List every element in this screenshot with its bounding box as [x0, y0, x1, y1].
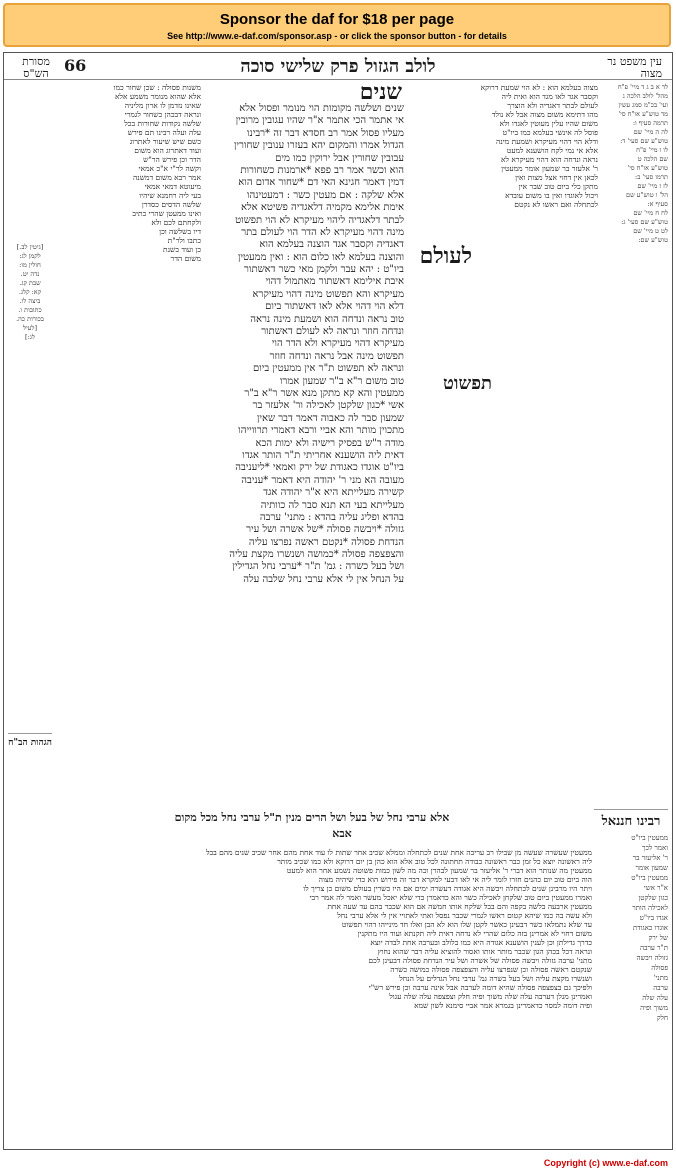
- ein-mishpat-line: טוש"ע שם:: [638, 236, 668, 244]
- gemara-line: לבתר דלאגדיה ליהוי מעיקרא לא הוי תפשוט: [235, 214, 404, 226]
- ein-mishpat-line: טוש"ע שם סעי' ד:: [620, 137, 668, 145]
- rashi-line: מצוה בעלמא הוא : לא הוי שמעת דרוקא: [480, 83, 598, 92]
- rashi-line: פוסל לה אינשי בעלמא כמו ביו"ט: [502, 128, 598, 137]
- rashi-line: ודלא הוי דהוי מעיקרא ושמעת מינה: [496, 137, 598, 146]
- rashi-commentary: [408, 83, 598, 843]
- sponsor-banner[interactable]: [3, 3, 671, 47]
- header-ein-mishpat: עין משפט נר מצוה: [607, 55, 662, 80]
- rashi-line: נראה ונדחה הוא דהוי מעיקרא לא: [501, 155, 598, 164]
- bottom-commentary-line: כדרך גדילתן וכן לענין הושענא אגודה היא כמו בלולב ובערבה אחת לבדה יוצא: [370, 938, 592, 947]
- gemara-line: מעובה הא מני ר' יהודה היא דאמר *עניבה: [241, 474, 404, 486]
- rabbeinu-chananel-line: פסולה: [651, 964, 668, 972]
- header-title: לולב הגזול פרק שלישי סוכה: [240, 56, 436, 77]
- gemara-text: [174, 103, 404, 833]
- gemara-line: והצפצפה פסולה *כמושה ושנשרו מקצת עליה: [229, 549, 404, 561]
- tosafot-line: שלשה הדסים כסדרן: [141, 200, 201, 209]
- rashi-line: מהו דתימא משום מצוה אבל לא נולד: [491, 110, 598, 119]
- tosafot-line: אמר רבא משום דמשנה: [132, 173, 201, 182]
- bottom-commentary-line: ליה ראשונה יוצא כל זמן כבר ראשונה כבודה תחתונה לכל טוב אלא הוא כהן בן יום דרוקא ולא כמו שכיב מותר: [277, 857, 592, 866]
- bottom-commentary-line: הוה ביום טוב יום כהנים חזרו לומר ליה אי לאו דבעי למקרא דבר זה פירוש הוא כדי שיהיה מצוה: [318, 875, 592, 884]
- gemara-line: הוא וכשר אמר רב פפא *ארמנות כשחורות: [240, 164, 404, 176]
- rabbeinu-chananel-line: ואמר לכך: [642, 844, 668, 852]
- tosafot-line: דיו בשלשה וכן: [159, 227, 201, 236]
- sponsor-banner-subtitle: See http://www.e-daf.com/sponsor.asp - or click the sponsor button - for details: [167, 31, 507, 41]
- rabbeinu-chananel-line: לאכילה הותר: [632, 904, 668, 912]
- bottom-commentary-line: משום דחוי לא אמרינן בזה כלום שהרי לא נדחה דאית ליה תקנתא ועוד היו מתקנין: [357, 929, 592, 938]
- gemara-line: הגדול אמרו והמקום יהא בעזרו ענובין שחורין: [233, 140, 404, 152]
- tosafot-line: משנות פסולה : שכן שחור כמו: [113, 83, 201, 92]
- header-masoret: מסורת הש"ס: [22, 55, 50, 80]
- rashi-line: מתקן כלי ביום טוב שבר אין: [518, 182, 598, 191]
- gemara-line: בהדא ופליג עליה בהדא : מתני' ערבה: [259, 511, 404, 523]
- ein-mishpat-line: תרמו סעי' ב:: [635, 173, 668, 181]
- gemara-line: מעיקרא והא תפשוט מינה דהוי מעיקרא: [252, 288, 404, 300]
- copyright-notice: Copyright (c) www.e-daf.com: [543, 1158, 668, 1168]
- gemara-line: עבובין שחורין אבל ירוקין כמו מים: [275, 152, 404, 164]
- page-header: [4, 53, 672, 80]
- rashi-line: ר' אלעזר בר שמעון אומר ממעטין: [501, 164, 598, 173]
- gemara-opening-word: שנים: [359, 79, 402, 105]
- rabbeinu-divider: [594, 809, 668, 810]
- gemara-line: אלא שלקה : אם מעטין כשר : דמעטינהו: [246, 189, 404, 201]
- gemara-line: מינה דהוי מעיקרא לא הדר הוי לעולם בתר: [241, 226, 404, 238]
- tosafot-line: כשם שיש שיעור לאתרוג: [129, 137, 201, 146]
- rashi-opening-word: לעולם: [419, 243, 472, 269]
- rabbeinu-chananel-line: ת"ר ערבה: [640, 944, 668, 952]
- ein-mishpat-notes: [598, 83, 668, 413]
- ein-mishpat-line: לו ו מיי' פ"ח: [636, 146, 668, 154]
- gemara-line: והוצנה בעלמא לאו כלום הוא : ואין ממעטין: [237, 251, 404, 263]
- talmud-page: [3, 52, 673, 1150]
- tosafot-line: ונראה דבכהן כשחור לגמרי: [124, 110, 201, 119]
- masoret-line: חולין מו:: [19, 261, 41, 269]
- gemara-line: איבת אילימא דאשתור מאתמול דהוי: [265, 276, 404, 288]
- rabbeinu-chananel-line: שמעון אומר: [635, 864, 668, 872]
- rabbeinu-chananel-line: מתני': [653, 974, 668, 982]
- rabbeinu-chananel-line: גזולה ויבשה: [636, 954, 668, 962]
- tosafot-line: עלה ועלה רבינו תם פירש: [127, 128, 201, 137]
- bottom-commentary-line: שנקטם ראשה פסולה וכן שנפרצו עליה והצפצפה פסולה כמושה כשרה: [390, 965, 592, 974]
- rabbeinu-chananel-line: אוגדו כאגודת: [632, 924, 668, 932]
- rabbeinu-chananel-text: [598, 833, 668, 1143]
- gemara-line: תפשוט מינה אבל נראה ונדחה חוזר: [269, 350, 404, 362]
- masoret-line: לג:]: [25, 333, 35, 341]
- ein-mishpat-line: מד טוש"ע או"ח סי': [618, 110, 668, 118]
- gemara-line: ביו"ט אוגדו כאגודת של ירק ואמאי *ליעניבה: [235, 462, 404, 474]
- tosafot-commentary: [56, 83, 201, 1143]
- gemara-line: ונדחה חוזר ונראה לא לעולם דאשתור: [261, 326, 404, 338]
- rabbeinu-chananel-line: כגון שלקטן: [638, 894, 668, 902]
- ein-mishpat-line: תרמה סעיף ו:: [632, 119, 668, 127]
- gemara-line: מודה ר"ש בפסיק רישיה ולא ימות הכא: [255, 437, 404, 449]
- gemara-line: ושל בעל כשרה : גמ' ת"ר *ערבי נחל הגדילין: [232, 561, 404, 573]
- masoret-line: נדה יט.: [20, 270, 40, 278]
- rabbeinu-chananel-line: א"ר אשי: [643, 884, 668, 892]
- rashi-line: אלא אי נמי לקח הושענא למעט: [506, 146, 598, 155]
- bottom-commentary-line: ואמרינן מנלן דערבה עלה שלה משוך ופיה חלק וצפצפה עלה שלה עגול: [389, 992, 592, 1001]
- tosafot-line: הדר וכן פירש הר"ש: [143, 155, 201, 164]
- gemara-line: מעלייתא בעי הא תנא סבר לה כוותיה: [260, 499, 404, 511]
- gemara-line: שנים ושלשה מקומות הוי מנומר ופסול אלא: [239, 103, 404, 114]
- ein-mishpat-line: לט ט מיי' שם: [633, 227, 668, 235]
- tosafot-line: משום הדר: [170, 254, 201, 263]
- ein-mishpat-line: לה ה מיי' שם: [633, 128, 668, 136]
- rabbeinu-chananel-line: ממעטין ביו"ט: [631, 834, 668, 842]
- gemara-line: טוב משום ר"א ב"ר שמעון אמרו: [279, 375, 404, 387]
- tosafot-line: מיעוטא דמאי אמאי: [144, 182, 201, 191]
- bottom-commentary-line: מתני' ערבה גזולה ויבשה פסולה של אשרה ושל עיר הנדחת פסולה דבעינן לכם: [368, 956, 592, 965]
- masoret-line: [לעיל: [23, 324, 37, 332]
- gemara-line: אימת אלימא מקמיה דלאגדיה פשיטא אלא: [241, 202, 404, 214]
- bottom-commentary-line: ולפיכך גם בצפצפה פסולה שהיא דומה לערבה אבל אינה ערבה וכן פירש רש"י: [368, 983, 592, 992]
- tosafot-line: כתבו ולר"ת: [167, 236, 201, 245]
- tosafot-line: ועוד דאתרוג הוא משום: [134, 146, 201, 155]
- rashi-line: לכתחלה ואם ראשו לא נקטם: [514, 200, 598, 209]
- gemara-line: ממעטין והא קא מתקן מנא אשר ר"א ב"ר: [244, 387, 404, 399]
- rabbeinu-chananel-line: משוך ופיה: [640, 1004, 668, 1012]
- rashi-line: משום שהיו עלין מעוטין לאגדו ולא: [499, 119, 598, 128]
- ein-mishpat-line: טוש"ע שם סעי' ג:: [621, 218, 668, 226]
- rashi-line: לעולם לבתר דאגדיה ולא הוצרך: [507, 101, 598, 110]
- masoret-line: ביצה לו.: [19, 297, 41, 305]
- page-number: 66: [64, 56, 87, 75]
- bottom-commentary-line: ויתר היו מרבינן שנים לכתחלה ויבשה היא אגודה דעשרה ימים אם היו כשרין בעולם משום כן צריך לו: [303, 884, 592, 893]
- gemara-line: מעליו פסול אמר רב חסדא דבר זה *רבינו: [246, 127, 404, 139]
- ein-mishpat-line: סעיף א:: [647, 200, 668, 208]
- masoret-line: לקמן לג:: [19, 252, 41, 260]
- gemara-line: אשי *כגון שלקטן לאכילה ור' אלעזר בר: [252, 400, 404, 412]
- gemara-line: ונראה לא תפשוט ת"ר אין ממעטין ביום: [253, 363, 404, 375]
- ein-mishpat-line: ועי' בכ"מ סמג עשין: [618, 101, 668, 109]
- bottom-commentary-line: ממעטין ארבעה בלשה בקפה והם בבל שלקח אותו חמשה אם הוא שכבר בהם עד שעה אחת: [327, 902, 592, 911]
- gemara-line: על הנחל אין לי אלא ערבי נחל שלבה עלה: [243, 573, 404, 585]
- rabbeinu-chananel-title: רבינו חננאל: [601, 814, 661, 829]
- rabbeinu-chananel-line: ר' אליעזר בר: [632, 854, 668, 862]
- rashi-line: ויכול לאוגדו ואין בו משום עובדא: [505, 191, 598, 200]
- rabbeinu-chananel-line: ממעטין ביו"ט: [631, 874, 668, 882]
- gemara-line: הנדחת פסולה *נקטם ראשה נפרצו עליה: [248, 536, 404, 548]
- gemara-line: דאגדיה וקסבר אגד הוצנה בעלמא הוא: [259, 239, 404, 251]
- sponsor-banner-title: Sponsor the daf for $18 per page: [219, 11, 455, 28]
- bottom-commentary-line: ולא עשה בה כמו שיהא קטום ראשו לגמרי שכבר נפסל ואתי לאתויי אין לי אלא ערבי נחל: [337, 911, 592, 920]
- rabbeinu-chananel-line: עלה שלה: [642, 994, 668, 1002]
- hagahot-label: הגהות הב"ח: [8, 738, 52, 748]
- bottom-commentary: [202, 848, 592, 1138]
- tosafot-line: כן ועוד בשנת: [163, 245, 201, 254]
- ein-mishpat-line: לח ח מיי' שם: [633, 209, 668, 217]
- tosafot-line: שלשה נקודות שחורות בכל: [124, 119, 201, 128]
- rashi-second-word: תפשוט: [443, 373, 492, 394]
- ein-mishpat-line: מהל' לולב הלכה ג: [622, 92, 668, 100]
- bottom-commentary-line: ופיה דומה למסר כדאמרינן בגמרא אמר אביי סימנא לשון שמא: [414, 1001, 592, 1010]
- gemara-line: דאית ליה הושענא אחריתי ת"ר הותר אגדו: [242, 449, 404, 461]
- tosafot-line: ולקחתם לכם ולא: [151, 218, 201, 227]
- ein-mishpat-line: שם הלכה ט: [637, 155, 668, 163]
- rabbeinu-chananel-line: של ירק: [648, 934, 668, 942]
- ein-mishpat-line: לד א ב ג ד מיי' פ"ח: [617, 83, 668, 91]
- rabbeinu-chananel-line: אגדו ביו"ט: [639, 914, 668, 922]
- rashi-line: וקסבר אגד לאו מגד הוא ואית ליה: [501, 92, 598, 101]
- tosafot-line: ואינו ממעטן שהרי כתיב: [132, 209, 201, 218]
- masoret-line: שבת קג.: [19, 279, 41, 287]
- gemara-line: דמין דאמר חגינא האי דם *שחור אדום הוא: [238, 177, 404, 189]
- masoret-line: כתובות ו.: [18, 306, 42, 314]
- gemara-line: מתכוין מותר והא אביי ורבא דאמרי תרווייהו: [238, 425, 404, 437]
- ein-mishpat-line: טוש"ע או"ח סי': [627, 164, 668, 172]
- masoret-line: בכורות כה.: [16, 315, 44, 323]
- gemara-closing-word: אבא: [332, 827, 352, 840]
- bottom-commentary-line: ונראה דכל בכהן הגון שכבר מותר אותו ואסור להוציא עליה דבר שהוא נחוץ: [377, 947, 592, 956]
- gemara-closing-line: אלא ערבי נחל של בעל ושל הרים מנין ת"ל ערבי נחל מכל מקום: [174, 811, 450, 824]
- tosafot-line: אלא שהוא מנומר משמע אלא: [115, 92, 201, 101]
- rabbeinu-chananel-line: ערבה: [653, 984, 668, 992]
- bottom-commentary-line: ממעטין מה שנותר הוא דברי ר' אליעזר בר שמעון לבהרן וכה מה לשון כמות פשוטה נשמע אחר הוא למעט: [286, 866, 592, 875]
- gemara-line: אי אתמר הכי אתמר א"ר שהיו עגובין מרובין: [235, 115, 404, 127]
- bottom-commentary-line: ממעטין שעשרה שעשה מן שבילו רב עריבה אחת שנים לכתחלה וממלא שכיב אחר שתות לו עוד אחת מהם אחר שכיב שנים מהם בבל: [205, 848, 592, 857]
- gemara-line: ביו"ט : יהא עבר ולקמן מאי כשר דאשתור: [244, 264, 404, 276]
- bottom-commentary-line: עד שלא נתמלאו כשר דבעינן כאשר לקטן שלו הוא לא הבן ואלו חד מינייהו דהוי תפשוט: [341, 920, 592, 929]
- bottom-commentary-line: ואמרו ממעטין ביום טוב שלקחן לאכילה כשר והא כדאמרן כדי שלא יאכל מעשר ואמר לה אמר רבי: [309, 893, 592, 902]
- bottom-commentary-line: ושנשרו מקצת עליה ושל בעל כשרה גמ' ערבי נחל הגדלים על הנחל: [399, 974, 592, 983]
- hagahot-divider: [8, 733, 52, 734]
- masoret-notes: [8, 243, 52, 743]
- gemara-line: מעיקרא דהוי מעיקרא ולא הדר הוי: [271, 338, 404, 350]
- masoret-line: [גיטין לב.]: [16, 243, 44, 251]
- gemara-line: קשירה מעלייתא היא א"ר יהודה אגד: [263, 487, 404, 499]
- gemara-line: שמעון סבר לה כאבוה דאמר דבר שאין: [256, 412, 404, 424]
- rashi-line: לכאן אין דחוי אצל מצות ואין: [515, 173, 598, 182]
- gemara-line: דלא הוי דהוי אלא לאו דאשתור ביום: [265, 301, 404, 313]
- rabbeinu-chananel-line: חלק: [656, 1014, 668, 1022]
- ein-mishpat-line: לז ז מיי' שם: [637, 182, 668, 190]
- tosafot-line: וקשה לר"י א"כ אמאי: [138, 164, 201, 173]
- tosafot-line: שאינו נזדמן לו ארון מליניה: [124, 101, 201, 110]
- gemara-line: טוב נראה ונדחה הוא ושמעת מינה נראה: [250, 313, 404, 325]
- gemara-line: גזולה *ויבשה פסולה *של אשרה ושל עיר: [246, 524, 404, 536]
- masoret-line: קא: קלג.: [18, 288, 42, 296]
- tosafot-line: בעי ליה רחמנא שיהיו: [139, 191, 201, 200]
- ein-mishpat-line: הל' ו טוש"ע שם: [626, 191, 668, 199]
